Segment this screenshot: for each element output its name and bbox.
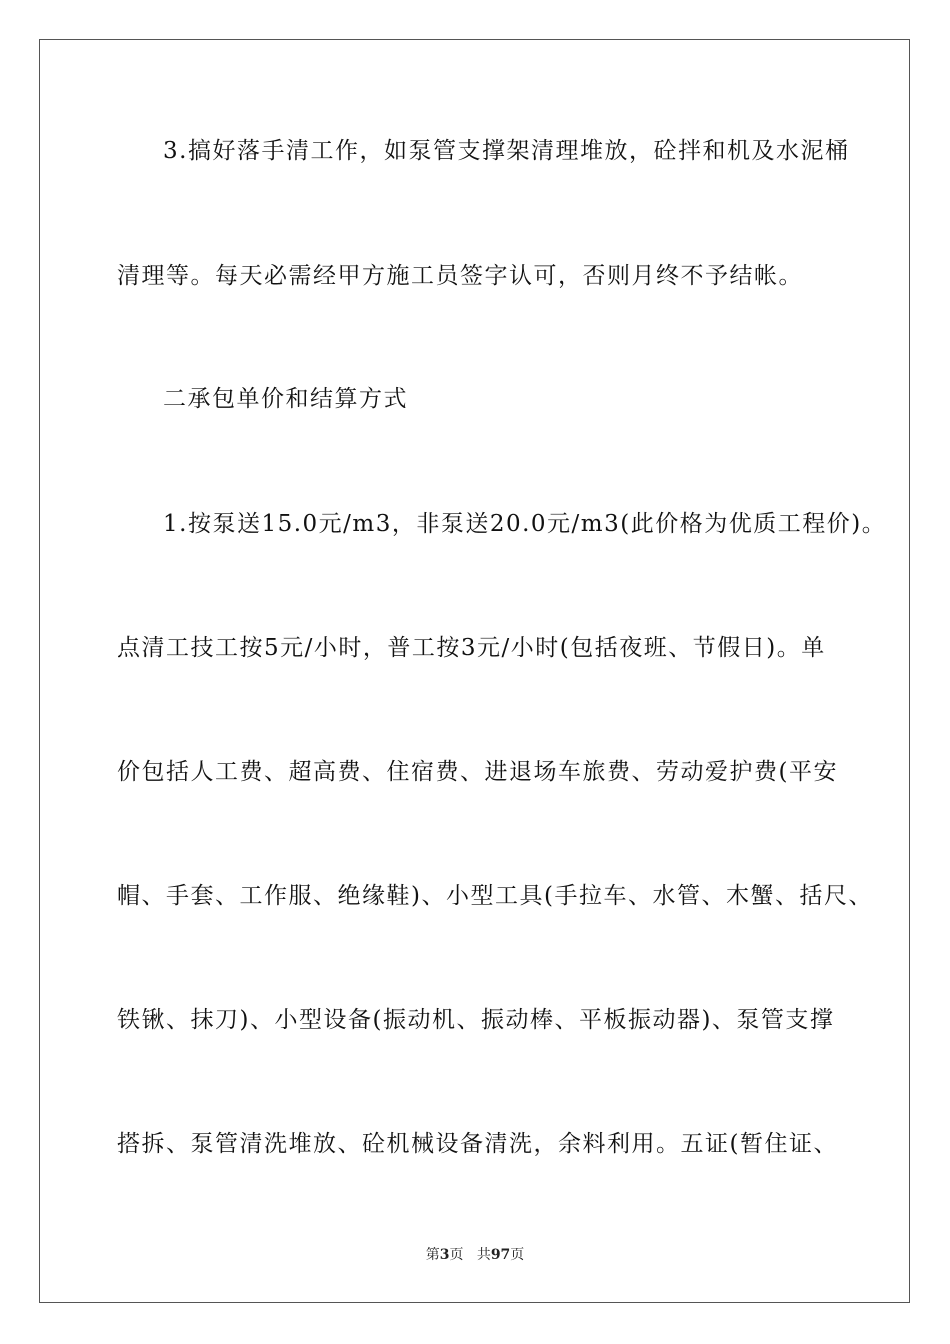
text-line-8: 铁锹、抹刀)、小型设备(振动机、振动棒、平板振动器)、泵管支撑 — [117, 1007, 835, 1033]
text-line-1: 3.搞好落手清工作，如泵管支撑架清理堆放，砼拌和机及水泥桶 — [163, 138, 850, 164]
text-line-2: 清理等。每天必需经甲方施工员签字认可，否则月终不予结帐。 — [117, 263, 803, 289]
text-line-6: 价包括人工费、超高费、住宿费、进退场车旅费、劳动爱护费(平安 — [117, 759, 838, 785]
footer-total-prefix: 共 — [476, 1247, 491, 1263]
text-line-9: 搭拆、泵管清洗堆放、砼机械设备清洗，余料利用。五证(暂住证、 — [117, 1131, 838, 1157]
page-footer — [0, 1245, 950, 1265]
footer-total-suffix: 页 — [510, 1247, 525, 1263]
text-line-5: 点清工技工按5元/小时，普工按3元/小时(包括夜班、节假日)。单 — [117, 635, 826, 661]
footer-page-suffix: 页 — [449, 1247, 464, 1263]
footer-prefix: 第 — [425, 1247, 440, 1263]
footer-page-number: 3 — [439, 1247, 450, 1263]
text-line-4: 1.按泵送15.0元/m3，非泵送20.0元/m3(此价格为优质工程价)。 — [163, 511, 887, 537]
text-line-7: 帽、手套、工作服、绝缘鞋)、小型工具(手拉车、水管、木蟹、括尺、 — [117, 883, 873, 909]
page-border — [39, 39, 910, 1303]
section-heading: 二承包单价和结算方式 — [163, 386, 408, 412]
footer-total-pages: 97 — [490, 1247, 511, 1263]
